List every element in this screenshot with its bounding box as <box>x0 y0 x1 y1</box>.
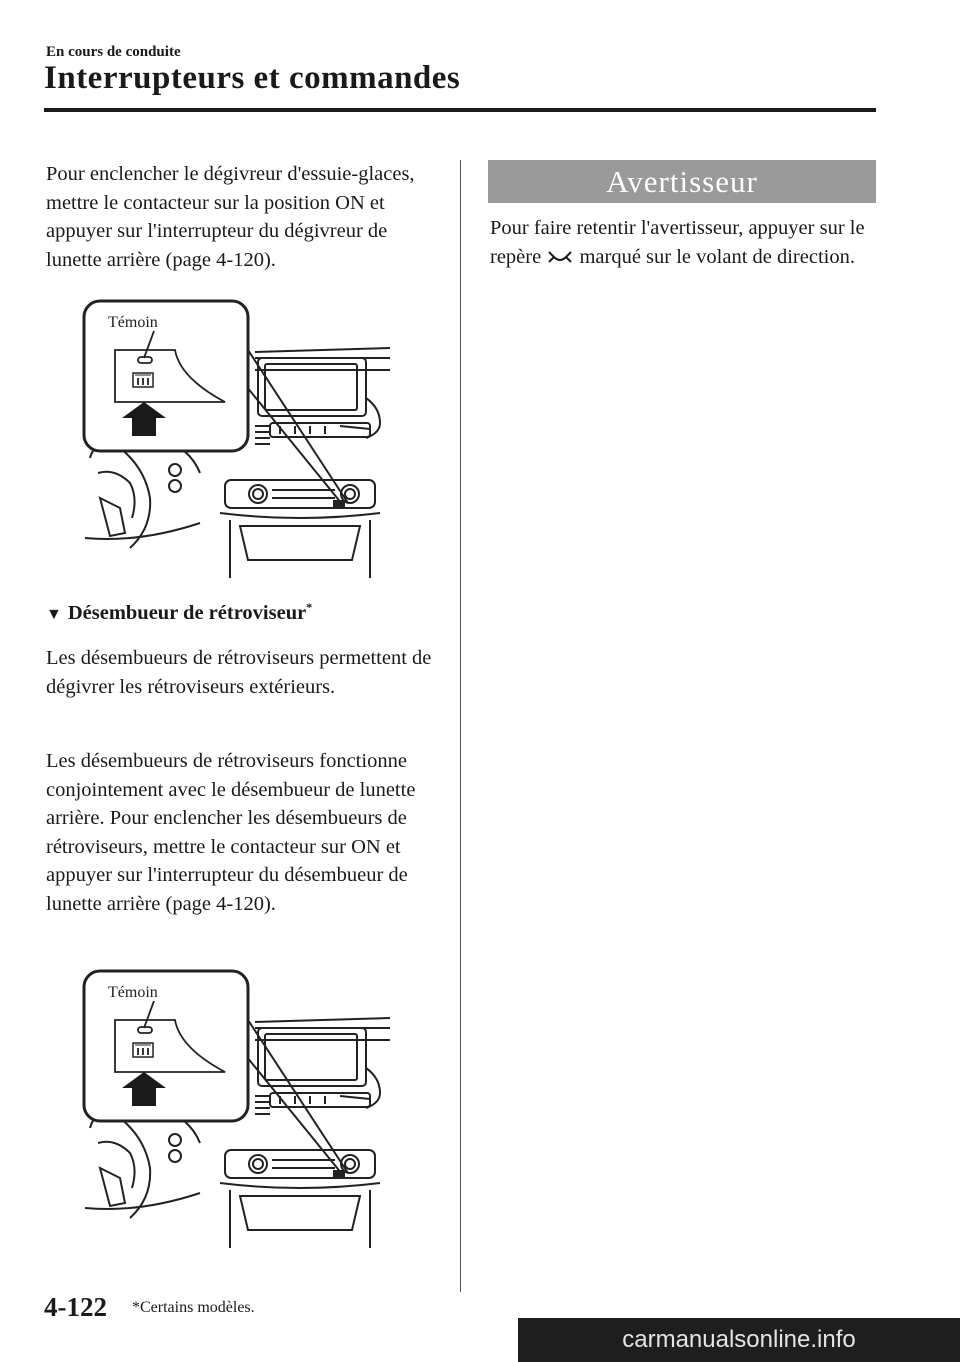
subheading-text: Désembueur de rétroviseur <box>67 601 307 624</box>
chapter-label: En cours de conduite <box>46 44 181 60</box>
horn-text-before: Pour faire retentir l'avertisseur, appuyer sur le repère <box>490 217 865 268</box>
horn-paragraph <box>490 214 870 271</box>
triangle-bullet-icon: ▼ <box>46 605 62 623</box>
watermark: carmanualsonline.info <box>518 1318 960 1362</box>
column-divider <box>460 160 461 1292</box>
subheading-mirror-defroster <box>46 600 312 625</box>
mirror-paragraph-2: Les désembueurs de rétroviseurs fonctionne conjointement avec le désembueur de lunette arrière. Pour enclencher les désembueurs de rétroviseurs, mettre le contacteur sur ON et appuyer sur l'interrupteur du désembueur de lunette arrière (page 4-120). <box>46 750 416 915</box>
defroster-figure-1 <box>80 298 400 580</box>
asterisk-marker: * <box>306 600 313 614</box>
horn-icon <box>547 249 573 265</box>
mirror-paragraph-1: Les désembueurs de rétroviseurs permettent de dégivrer les rétroviseurs extérieurs. <box>46 647 432 698</box>
footnote: *Certains modèles. <box>132 1299 255 1316</box>
horn-text-after: marqué sur le volant de direction. <box>574 245 855 268</box>
title-rule <box>44 108 876 112</box>
figure1-label: Témoin <box>108 314 158 331</box>
page-number: 4-122 <box>44 1292 107 1322</box>
section-banner-avertisseur: Avertisseur <box>488 160 876 203</box>
defroster-figure-2 <box>80 968 400 1250</box>
figure2-label: Témoin <box>108 984 158 1001</box>
page-title: Interrupteurs et commandes <box>44 60 461 96</box>
intro-paragraph: Pour enclencher le dégivreur d'essuie-glaces, mettre le contacteur sur la position ON et appuyer sur l'interrupteur du dégivreur de lunette arrière (page 4-120). <box>46 163 415 271</box>
